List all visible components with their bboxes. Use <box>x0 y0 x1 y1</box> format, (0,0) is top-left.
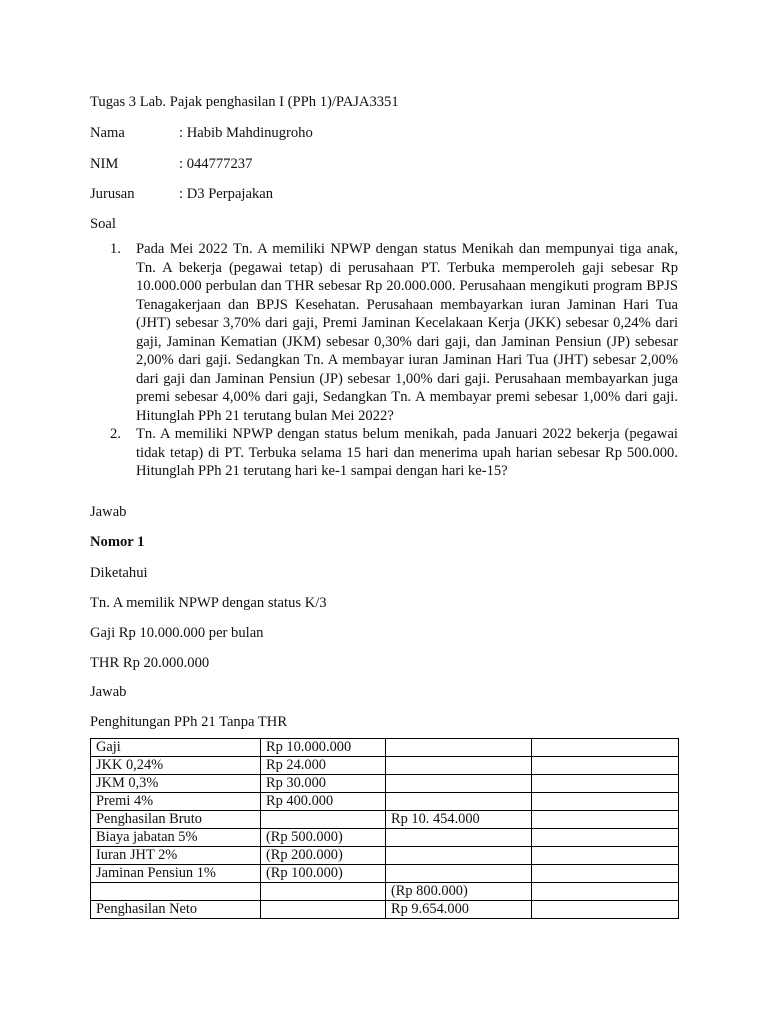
pph21-calculation-table <box>90 738 679 919</box>
question-number: 1. <box>110 241 121 257</box>
nama-row <box>90 124 313 142</box>
table-title: Penghitungan PPh 21 Tanpa THR <box>90 714 288 730</box>
table-cell <box>532 847 679 865</box>
table-cell <box>386 775 532 793</box>
question-text: Tn. A memiliki NPWP dengan status belum menikah, pada Januari 2022 bekerja (pegawai tidak tetap) di PT. Terbuka selama 15 hari dan menerima upah harian sebesar Rp 500.000. Hitunglah PPh 21 terutang hari ke-1 sampai dengan hari ke-15? <box>136 426 678 479</box>
question-item <box>90 240 678 425</box>
table-cell <box>532 865 679 883</box>
table-cell <box>532 775 679 793</box>
table-cell: Rp 9.654.000 <box>386 901 532 919</box>
question-item <box>90 425 678 481</box>
table-row <box>91 811 679 829</box>
table-cell <box>532 757 679 775</box>
table-cell: Gaji <box>91 739 261 757</box>
table-row <box>91 901 679 919</box>
table-cell <box>91 883 261 901</box>
table-cell: JKM 0,3% <box>91 775 261 793</box>
jawab-heading-2: Jawab <box>90 684 127 700</box>
nama-label: Nama <box>90 125 125 141</box>
jurusan-value: : D3 Perpajakan <box>179 186 274 202</box>
table-cell <box>386 757 532 775</box>
fact-thr: THR Rp 20.000.000 <box>90 655 210 671</box>
table-cell <box>532 793 679 811</box>
table-cell <box>261 811 386 829</box>
table-cell <box>386 793 532 811</box>
table-cell <box>261 901 386 919</box>
table-cell <box>386 847 532 865</box>
table-cell <box>532 883 679 901</box>
jurusan-label: Jurusan <box>90 186 135 202</box>
table-cell: Rp 24.000 <box>261 757 386 775</box>
nim-row <box>90 155 252 173</box>
question-text: Pada Mei 2022 Tn. A memiliki NPWP dengan status Menikah dan mempunyai tiga anak, Tn. A bekerja (pegawai tetap) di perusahaan PT. Terbuka memperoleh gaji sebesar Rp 10.000.000 perbulan dan THR sebesar Rp 20.000.000. Perusahaan mengikuti program BPJS Tenagakerjaan dan BPJS Kesehatan. Perusahaan membayarkan iuran Jaminan Hari Tua (JHT) sebesar 3,70% dari gaji, Premi Jaminan Kecelakaan Kerja (JKK) sebesar 0,24% dari gaji, Jaminan Kematian (JKM) sebesar 0,30% dari gaji, dan Jaminan Pensiun (JP) sebesar 2,00% dari gaji. Sedangkan Tn. A membayar iuran Jaminan Hari Tua (JHT) sebesar 2,00% dari gaji dan Jaminan Pensiun (JP) sebesar 1,00% dari gaji. Perusahaan membayarkan juga premi sebesar 4,00% dari gaji, Sedangkan Tn. A membayar premi sebesar 1,00% dari gaji. Hitunglah PPh 21 terutang bulan Mei 2022? <box>136 241 678 424</box>
table-cell: Biaya jabatan 5% <box>91 829 261 847</box>
table-cell <box>532 829 679 847</box>
table-cell: Premi 4% <box>91 793 261 811</box>
jawab-heading: Jawab <box>90 504 127 520</box>
nim-value: : 044777237 <box>179 156 253 172</box>
table-row <box>91 829 679 847</box>
table-cell: (Rp 800.000) <box>386 883 532 901</box>
table-cell <box>261 883 386 901</box>
diketahui-heading: Diketahui <box>90 565 148 581</box>
table-cell: Rp 400.000 <box>261 793 386 811</box>
table-cell: JKK 0,24% <box>91 757 261 775</box>
table-cell <box>386 865 532 883</box>
table-cell <box>386 829 532 847</box>
table-row <box>91 883 679 901</box>
table-row <box>91 775 679 793</box>
table-cell <box>386 739 532 757</box>
table-cell: Iuran JHT 2% <box>91 847 261 865</box>
table-cell <box>532 811 679 829</box>
table-cell: (Rp 500.000) <box>261 829 386 847</box>
nama-value: : Habib Mahdinugroho <box>179 125 313 141</box>
table-cell: (Rp 200.000) <box>261 847 386 865</box>
table-row <box>91 793 679 811</box>
fact-gaji: Gaji Rp 10.000.000 per bulan <box>90 625 264 641</box>
nomor-heading: Nomor 1 <box>90 534 145 550</box>
table-row <box>91 739 679 757</box>
table-cell: Penghasilan Neto <box>91 901 261 919</box>
table-row <box>91 847 679 865</box>
nim-label: NIM <box>90 156 119 172</box>
table-cell: Jaminan Pensiun 1% <box>91 865 261 883</box>
question-list <box>90 240 678 481</box>
table-row <box>91 865 679 883</box>
table-cell <box>532 901 679 919</box>
table-row <box>91 757 679 775</box>
table-cell: (Rp 100.000) <box>261 865 386 883</box>
table-cell: Rp 30.000 <box>261 775 386 793</box>
jurusan-row <box>90 185 273 203</box>
table-cell <box>532 739 679 757</box>
question-number: 2. <box>110 426 121 442</box>
table-cell: Penghasilan Bruto <box>91 811 261 829</box>
document-title: Tugas 3 Lab. Pajak penghasilan I (PPh 1)/PAJA3351 <box>90 94 399 110</box>
soal-heading: Soal <box>90 216 116 232</box>
table-cell: Rp 10.000.000 <box>261 739 386 757</box>
table-cell: Rp 10. 454.000 <box>386 811 532 829</box>
fact-status: Tn. A memilik NPWP dengan status K/3 <box>90 595 327 611</box>
